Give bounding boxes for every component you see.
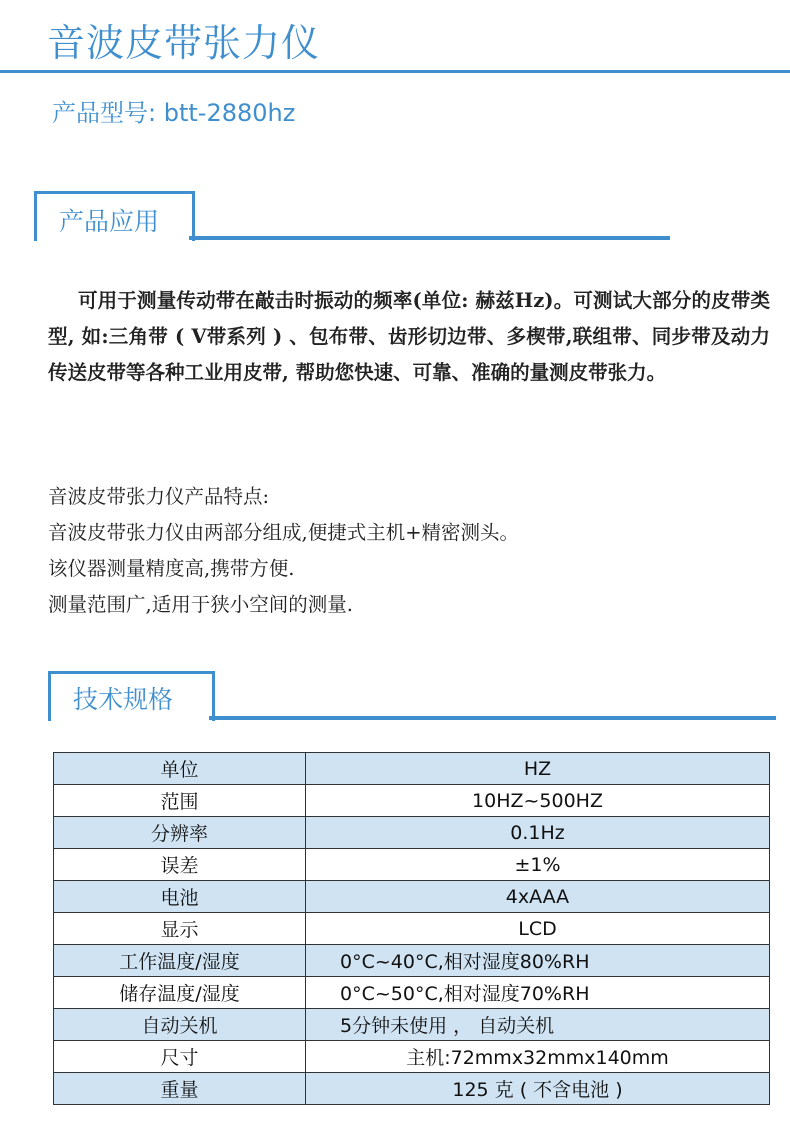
spec-key: 显示 xyxy=(54,913,306,945)
feature-item: 音波皮带张力仪由两部分组成,便捷式主机+精密测头。 xyxy=(48,521,520,544)
section-heading-label: 产品应用 xyxy=(59,207,160,236)
table-row xyxy=(54,753,770,785)
spec-key: 范围 xyxy=(54,785,306,817)
spec-key: 分辨率 xyxy=(54,817,306,849)
page-title: 音波皮带张力仪 xyxy=(47,21,321,65)
section-heading-application xyxy=(34,191,195,241)
spec-value: ±1% xyxy=(306,849,770,881)
spec-value: 0°C~50°C,相对湿度70%RH xyxy=(306,977,770,1009)
table-row xyxy=(54,849,770,881)
spec-value: 主机:72mmx32mmx140mm xyxy=(306,1041,770,1073)
table-row xyxy=(54,785,770,817)
section-heading-label: 技术规格 xyxy=(73,685,174,714)
feature-item: 测量范围广,适用于狭小空间的测量. xyxy=(48,593,353,616)
spec-value: 4xAAA xyxy=(306,881,770,913)
model-value: btt-2880hz xyxy=(163,99,296,127)
spec-value: 0°C~40°C,相对湿度80%RH xyxy=(306,945,770,977)
table-row xyxy=(54,913,770,945)
table-row xyxy=(54,977,770,1009)
table-row xyxy=(54,1009,770,1041)
spec-value: 5分钟未使用 ， 自动关机 xyxy=(306,1009,770,1041)
spec-key: 工作温度/湿度 xyxy=(54,945,306,977)
features-title: 音波皮带张力仪产品特点: xyxy=(48,485,270,508)
spec-value: HZ xyxy=(306,753,770,785)
section-underline xyxy=(209,716,776,720)
spec-key: 储存温度/湿度 xyxy=(54,977,306,1009)
spec-value: 0.1Hz xyxy=(306,817,770,849)
spec-value: 10HZ~500HZ xyxy=(306,785,770,817)
section-heading-specs xyxy=(48,671,215,721)
features-list xyxy=(48,479,770,623)
spec-key: 重量 xyxy=(54,1073,306,1105)
spec-key: 自动关机 xyxy=(54,1009,306,1041)
feature-item: 该仪器测量精度高,携带方便. xyxy=(48,557,295,580)
section-underline xyxy=(189,236,670,240)
model-number xyxy=(52,93,295,128)
spec-key: 单位 xyxy=(54,753,306,785)
table-row xyxy=(54,945,770,977)
spec-key: 电池 xyxy=(54,881,306,913)
table-row xyxy=(54,1041,770,1073)
application-paragraph: 可用于测量传动带在敲击时振动的频率(单位: 赫兹Hz)。可测试大部分的皮带类型, 如:三角带 ( V带系列 ) 、包布带、齿形切边带、多楔带,联组带、同步带及动力传送皮带等各种工业用皮带, 帮助您快速、可靠、准确的量测皮带张力。 xyxy=(48,289,770,384)
model-label: 产品型号: xyxy=(52,99,157,127)
spec-key: 尺寸 xyxy=(54,1041,306,1073)
table-row xyxy=(54,817,770,849)
spec-value: LCD xyxy=(306,913,770,945)
spec-key: 误差 xyxy=(54,849,306,881)
table-row xyxy=(54,881,770,913)
title-divider xyxy=(0,70,790,73)
table-row xyxy=(54,1073,770,1105)
spec-table xyxy=(53,752,770,1105)
spec-value: 125 克 ( 不含电池 ) xyxy=(306,1073,770,1105)
